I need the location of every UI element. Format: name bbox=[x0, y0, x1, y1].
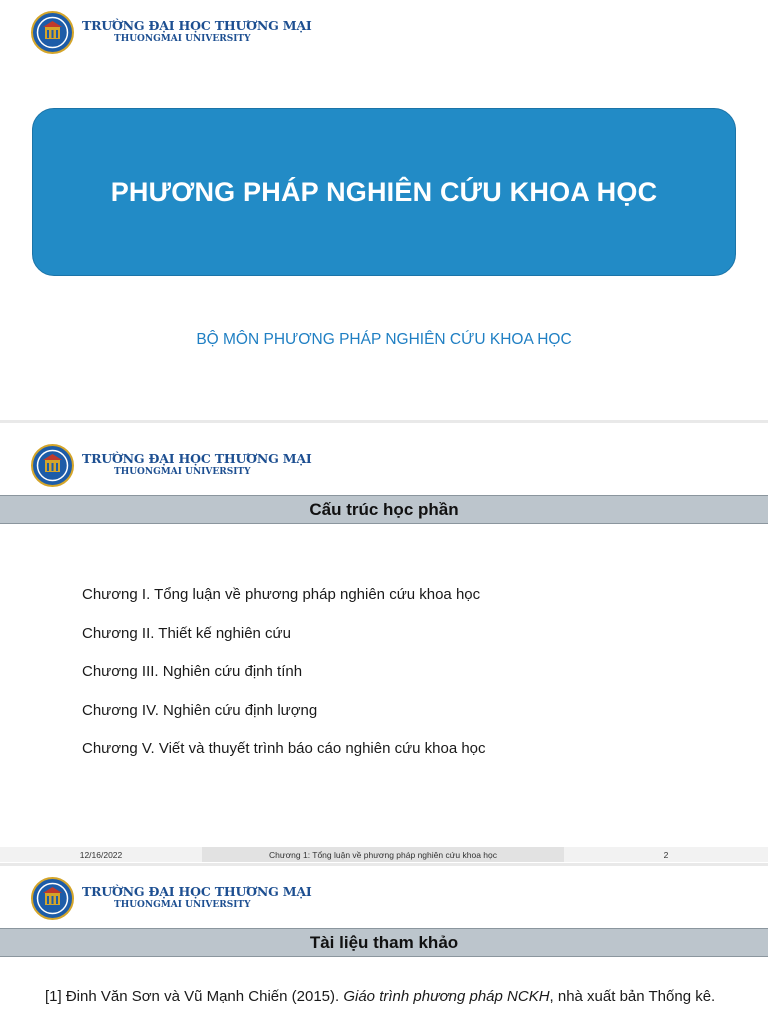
slide-footer bbox=[0, 847, 768, 862]
slide-title: PHƯƠNG PHÁP NGHIÊN CỨU KHOA HỌC bbox=[110, 176, 658, 207]
university-name: TRƯỜNG ĐẠI HỌC THƯƠNG MẠI bbox=[82, 17, 312, 33]
title-box bbox=[32, 108, 736, 276]
list-item: Chương I. Tổng luận về phương pháp nghiên cứu khoa học bbox=[82, 586, 481, 603]
university-logo bbox=[31, 10, 312, 54]
structure-slide bbox=[0, 433, 768, 863]
slide-subtitle: BỘ MÔN PHƯƠNG PHÁP NGHIÊN CỨU KHOA HỌC bbox=[196, 331, 572, 348]
list-item: Chương V. Viết và thuyết trình báo cáo nghiên cứu khoa học bbox=[82, 740, 486, 757]
university-name: TRƯỜNG ĐẠI HỌC THƯƠNG MẠI bbox=[82, 450, 312, 466]
slide-separator bbox=[0, 420, 768, 423]
university-subname: THUONGMAI UNIVERSITY bbox=[114, 34, 251, 45]
university-seal-icon bbox=[31, 11, 74, 54]
chapter-list bbox=[82, 586, 486, 779]
list-item: Chương III. Nghiên cứu định tính bbox=[82, 663, 303, 680]
reference-suffix: , nhà xuất bản Thống kê. bbox=[549, 988, 716, 1005]
references-slide bbox=[0, 866, 768, 1024]
section-heading: Cấu trúc học phần bbox=[0, 495, 768, 524]
footer-chapter: Chương 1: Tổng luận về phương pháp nghiên cứu khoa học bbox=[202, 847, 564, 862]
university-seal-icon bbox=[31, 877, 74, 920]
section-heading: Tài liệu tham khảo bbox=[0, 928, 768, 957]
list-item: Chương II. Thiết kế nghiên cứu bbox=[82, 624, 291, 642]
reference-title: Giáo trình phương pháp NCKH bbox=[343, 988, 550, 1005]
university-subname: THUONGMAI UNIVERSITY bbox=[114, 900, 251, 911]
university-name: TRƯỜNG ĐẠI HỌC THƯƠNG MẠI bbox=[82, 883, 312, 899]
reference-prefix: [1] Đinh Văn Sơn và Vũ Mạnh Chiến (2015). bbox=[45, 988, 344, 1005]
footer-page-number: 2 bbox=[564, 847, 768, 862]
reference-item bbox=[45, 986, 723, 1008]
university-seal-icon bbox=[31, 444, 74, 487]
university-subname: THUONGMAI UNIVERSITY bbox=[114, 467, 251, 478]
university-logo bbox=[31, 443, 312, 487]
footer-date: 12/16/2022 bbox=[0, 847, 202, 862]
title-slide bbox=[0, 0, 768, 420]
list-item: Chương IV. Nghiên cứu định lượng bbox=[82, 701, 318, 719]
university-logo bbox=[31, 876, 312, 920]
